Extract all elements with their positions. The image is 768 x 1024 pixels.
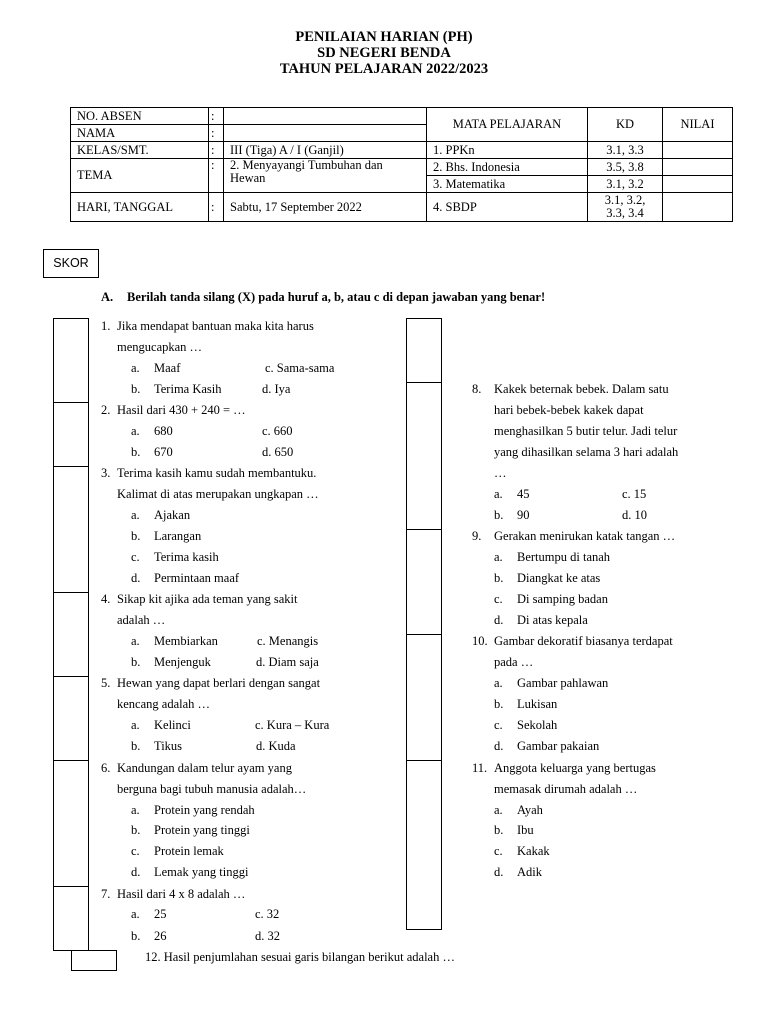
option-text: 680 [154,424,173,438]
option-letter[interactable]: c. [494,718,503,732]
question-number: 1. [101,319,111,333]
option-text: Tikus [154,739,183,753]
option-letter[interactable]: b. [131,445,141,459]
nama-field[interactable] [224,125,427,142]
tema-label: TEMA [71,159,209,193]
question-text: mengucapkan … [117,340,203,354]
option-text: Gambar pahlawan [517,676,609,690]
option-text: Ibu [517,823,534,837]
question-number: 8. [472,382,482,396]
option-text: Lukisan [517,697,558,711]
option-letter[interactable]: d. [494,613,504,627]
option-letter[interactable]: c. [131,844,140,858]
question-text: menghasilkan 5 butir telur. Jadi telur [494,424,678,438]
hari-label: HARI, TANGGAL [71,193,209,222]
option-text[interactable]: d. 10 [622,508,647,522]
option-letter[interactable]: c. [494,592,503,606]
info-table [70,107,733,222]
subject-2: 2. Bhs. Indonesia [427,159,588,176]
option-text: Protein lemak [154,844,224,858]
option-text: Permintaan maaf [154,571,240,585]
question-number: 10. [472,634,488,648]
score-box-q7[interactable] [53,886,89,951]
question-text: Gambar dekoratif biasanya terdapat [494,634,673,648]
option-text: Terima kasih [154,550,219,564]
option-text[interactable]: d. Kuda [256,739,296,753]
subject-3: 3. Matematika [427,176,588,193]
option-letter[interactable]: c. [131,550,140,564]
question-text: Sikap kit ajika ada teman yang sakit [117,592,298,606]
question-number: 9. [472,529,482,543]
instruction-text: Berilah tanda silang (X) pada huruf a, b, atau c di depan jawaban yang benar! [127,290,546,304]
option-letter[interactable]: d. [131,865,141,879]
option-letter[interactable]: b. [131,929,141,943]
option-text: Gambar pakaian [517,739,600,753]
option-text: Protein yang rendah [154,803,255,817]
question-number: 4. [101,592,111,606]
nilai-3[interactable] [663,176,733,193]
colon: : [209,108,224,125]
option-text: Sekolah [517,718,558,732]
score-box-q10[interactable] [406,634,442,761]
option-letter[interactable]: b. [131,655,141,669]
question-text: berguna bagi tubuh manusia adalah… [117,782,307,796]
question-text: hari bebek-bebek kakek dapat [494,403,644,417]
header-line-1: PENILAIAN HARIAN (PH) [295,29,473,45]
option-text[interactable]: c. Kura – Kura [255,718,330,732]
option-text: Kakak [517,844,550,858]
option-text: 26 [154,929,167,943]
option-letter[interactable]: a. [494,803,503,817]
question-text: pada … [494,655,534,669]
subject-1: 1. PPKn [427,142,588,159]
option-text: Maaf [154,361,181,375]
option-letter[interactable]: b. [131,739,141,753]
option-letter[interactable]: b. [494,508,504,522]
option-letter[interactable]: a. [131,634,140,648]
question-text: Kakek beternak bebek. Dalam satu [494,382,669,396]
question-text: memasak dirumah adalah … [494,782,638,796]
option-text[interactable]: c. 660 [262,424,293,438]
question-number: 3. [101,466,111,480]
option-text: 45 [517,487,530,501]
option-letter[interactable]: b. [131,823,141,837]
question-text: Jika mendapat bantuan maka kita harus [117,319,314,333]
nilai-2[interactable] [663,159,733,176]
colon: : [209,125,224,142]
question-text: Kandungan dalam telur ayam yang [117,761,292,775]
kd-4 [588,193,663,222]
subject-4: 4. SBDP [427,193,588,222]
option-text[interactable]: c. Menangis [257,634,319,648]
kd-4-line-2: 3.3, 3.4 [606,206,644,220]
option-text: Ayah [517,803,543,817]
score-box-q8[interactable] [406,382,442,530]
option-text: Membiarkan [154,634,218,648]
score-box-q2[interactable] [53,402,89,467]
option-text: Kelinci [154,718,191,732]
kelas-value: III (Tiga) A / I (Ganjil) [224,142,427,159]
score-box-q9[interactable] [406,529,442,635]
question-number: 5. [101,676,111,690]
kd-3: 3.1, 3.2 [588,176,663,193]
option-text: Protein yang tinggi [154,823,250,837]
kd-header: KD [588,108,663,142]
score-box-q6[interactable] [53,760,89,887]
question-text: Hewan yang dapat berlari dengan sangat [117,676,321,690]
colon: : [209,159,224,193]
hari-value: Sabtu, 17 September 2022 [224,193,427,222]
option-text[interactable]: c. 32 [255,907,280,921]
option-text[interactable]: d. 650 [262,445,294,459]
question-text: … [494,466,507,480]
option-letter[interactable]: a. [131,508,140,522]
option-letter[interactable]: a. [131,424,140,438]
question-text: Terima kasih kamu sudah membantuku. [117,466,317,480]
option-letter[interactable]: a. [131,361,140,375]
question-text: Hasil dari 4 x 8 adalah … [117,887,246,901]
option-text: Ajakan [154,508,191,522]
kd-1: 3.1, 3.3 [588,142,663,159]
option-text[interactable]: c. Sama-sama [265,361,335,375]
question-12-text: 12. Hasil penjumlahan sesuai garis bilangan berikut adalah … [145,950,455,964]
score-box-q5[interactable] [53,676,89,761]
option-text: 90 [517,508,530,522]
score-box-q11[interactable] [406,760,442,930]
option-letter[interactable]: a. [131,803,140,817]
question-text: Anggota keluarga yang bertugas [494,761,656,775]
question-number: 2. [101,403,111,417]
option-letter[interactable]: a. [494,487,503,501]
nilai-4[interactable] [663,193,733,222]
instruction [101,290,545,305]
option-text[interactable]: c. 15 [622,487,647,501]
option-letter[interactable]: d. [494,865,504,879]
option-letter[interactable]: a. [494,676,503,690]
option-letter[interactable]: a. [131,907,140,921]
option-text[interactable]: d. 32 [255,929,280,943]
score-box-q3[interactable] [53,466,89,593]
kelas-label: KELAS/SMT. [71,142,209,159]
option-text: 25 [154,907,167,921]
score-box-q12[interactable] [71,950,117,971]
no-absen-label: NO. ABSEN [71,108,209,125]
option-text: Menjenguk [154,655,211,669]
option-text: Di samping badan [517,592,608,606]
option-letter[interactable]: b. [131,529,141,543]
option-text: Bertumpu di tanah [517,550,611,564]
question-text: Gerakan menirukan katak tangan … [494,529,676,543]
question-number: 6. [101,761,111,775]
score-box-q1[interactable] [53,318,89,403]
question-text: yang dihasilkan selama 3 hari adalah [494,445,679,459]
mapel-header: MATA PELAJARAN [427,108,588,142]
question-text: adalah … [117,613,166,627]
option-text: Lemak yang tinggi [154,865,249,879]
option-text: Di atas kepala [517,613,588,627]
colon: : [209,193,224,222]
question-text: kencang adalah … [117,697,211,711]
nilai-1[interactable] [663,142,733,159]
colon: : [209,142,224,159]
nilai-header: NILAI [663,108,733,142]
no-absen-field[interactable] [224,108,427,125]
option-text: Adik [517,865,542,879]
kd-4-line-1: 3.1, 3.2, [604,193,646,207]
option-text: Larangan [154,529,202,543]
option-letter[interactable]: b. [494,823,504,837]
option-text[interactable]: d. Iya [262,382,291,396]
header-line-2: SD NEGERI BENDA [317,45,451,61]
option-text: Diangkat ke atas [517,571,601,585]
question-text: Hasil dari 430 + 240 = … [117,403,246,417]
option-letter[interactable]: a. [131,718,140,732]
tema-value-line-1: 2. Menyayangi Tumbuhan dan [230,158,383,172]
option-letter[interactable]: c. [494,844,503,858]
kd-2: 3.5, 3.8 [588,159,663,176]
option-letter[interactable]: b. [494,697,504,711]
header-line-3: TAHUN PELAJARAN 2022/2023 [279,61,489,77]
option-letter[interactable]: d. [131,571,141,585]
score-box-blank[interactable] [406,318,442,383]
option-letter[interactable]: b. [131,382,141,396]
score-box-q4[interactable] [53,592,89,677]
option-text: 670 [154,445,173,459]
option-letter[interactable]: a. [494,550,503,564]
question-number: 11. [472,761,488,775]
option-letter[interactable]: d. [494,739,504,753]
option-text[interactable]: d. Diam saja [256,655,319,669]
question-text: Kalimat di atas merupakan ungkapan … [117,487,319,501]
option-text: Terima Kasih [154,382,222,396]
skor-box: SKOR [43,249,99,278]
tema-value [224,159,427,193]
question-number: 7. [101,887,111,901]
tema-value-line-2: Hewan [230,171,266,185]
instruction-label: A. [101,290,114,304]
option-letter[interactable]: b. [494,571,504,585]
nama-label: NAMA [71,125,209,142]
